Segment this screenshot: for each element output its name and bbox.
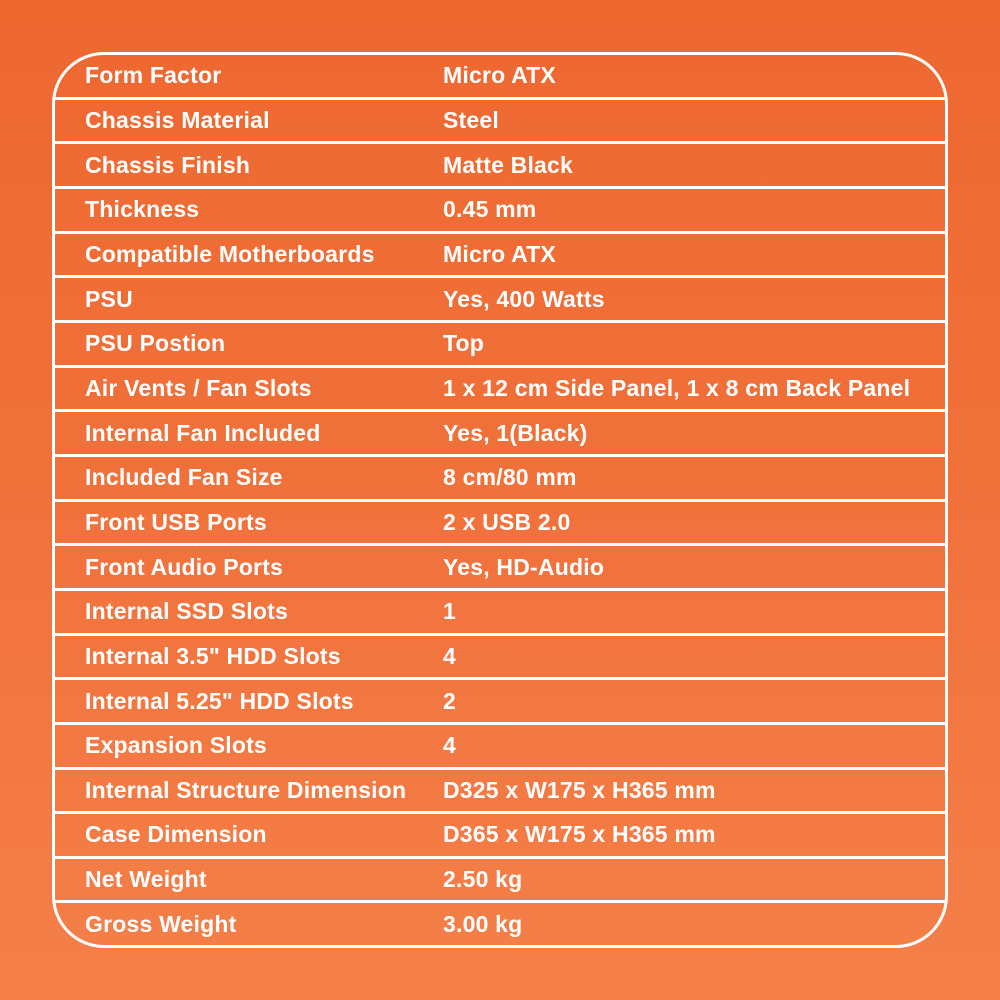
spec-value: Yes, HD-Audio [443,553,605,580]
spec-value: Matte Black [443,151,574,178]
table-row [55,144,945,189]
spec-label: Internal 3.5" HDD Slots [85,642,341,669]
spec-value: Yes, 1(Black) [443,419,588,446]
spec-value: Micro ATX [443,62,556,89]
spec-value: 4 [443,642,456,669]
table-row [55,234,945,279]
spec-label: Compatible Motherboards [85,240,375,267]
spec-label: Expansion Slots [85,732,267,759]
spec-label: Front Audio Ports [85,553,284,580]
spec-label: Air Vents / Fan Slots [85,374,312,401]
table-row [55,502,945,547]
spec-label: Form Factor [85,62,222,89]
spec-label: Net Weight [85,866,207,893]
spec-label: Internal Structure Dimension [85,776,407,803]
spec-label: Thickness [85,196,200,223]
spec-value: 1 [443,598,456,625]
spec-value: 3.00 kg [443,910,523,937]
table-row [55,412,945,457]
spec-value: Yes, 400 Watts [443,285,605,312]
spec-label: Gross Weight [85,910,237,937]
table-row [55,636,945,681]
table-row [55,680,945,725]
table-row [55,55,945,100]
spec-value: 1 x 12 cm Side Panel, 1 x 8 cm Back Panel [443,374,911,401]
table-row [55,725,945,770]
spec-value: 4 [443,732,456,759]
spec-value: 2.50 kg [443,866,523,893]
table-row [55,591,945,636]
table-row [55,903,945,945]
table-row [55,457,945,502]
table-row [55,770,945,815]
spec-label: Internal Fan Included [85,419,321,446]
spec-label: Internal SSD Slots [85,598,288,625]
spec-label: Front USB Ports [85,508,267,535]
spec-label: Chassis Finish [85,151,251,178]
spec-value: 0.45 mm [443,196,537,223]
spec-label: Chassis Material [85,106,270,133]
table-row [55,100,945,145]
table-row [55,814,945,859]
spec-table [52,52,948,948]
spec-value: 2 [443,687,456,714]
spec-value: Steel [443,106,499,133]
spec-value: Micro ATX [443,240,556,267]
spec-label: PSU [85,285,133,312]
table-row [55,368,945,413]
spec-label: Case Dimension [85,821,267,848]
spec-value: D365 x W175 x H365 mm [443,821,716,848]
spec-value: 2 x USB 2.0 [443,508,571,535]
spec-label: Included Fan Size [85,464,283,491]
spec-value: D325 x W175 x H365 mm [443,776,716,803]
spec-value: 8 cm/80 mm [443,464,577,491]
spec-label: PSU Postion [85,330,226,357]
table-row [55,546,945,591]
table-row [55,189,945,234]
table-row [55,323,945,368]
table-row [55,859,945,904]
table-row [55,278,945,323]
spec-label: Internal 5.25" HDD Slots [85,687,354,714]
spec-value: Top [443,330,485,357]
